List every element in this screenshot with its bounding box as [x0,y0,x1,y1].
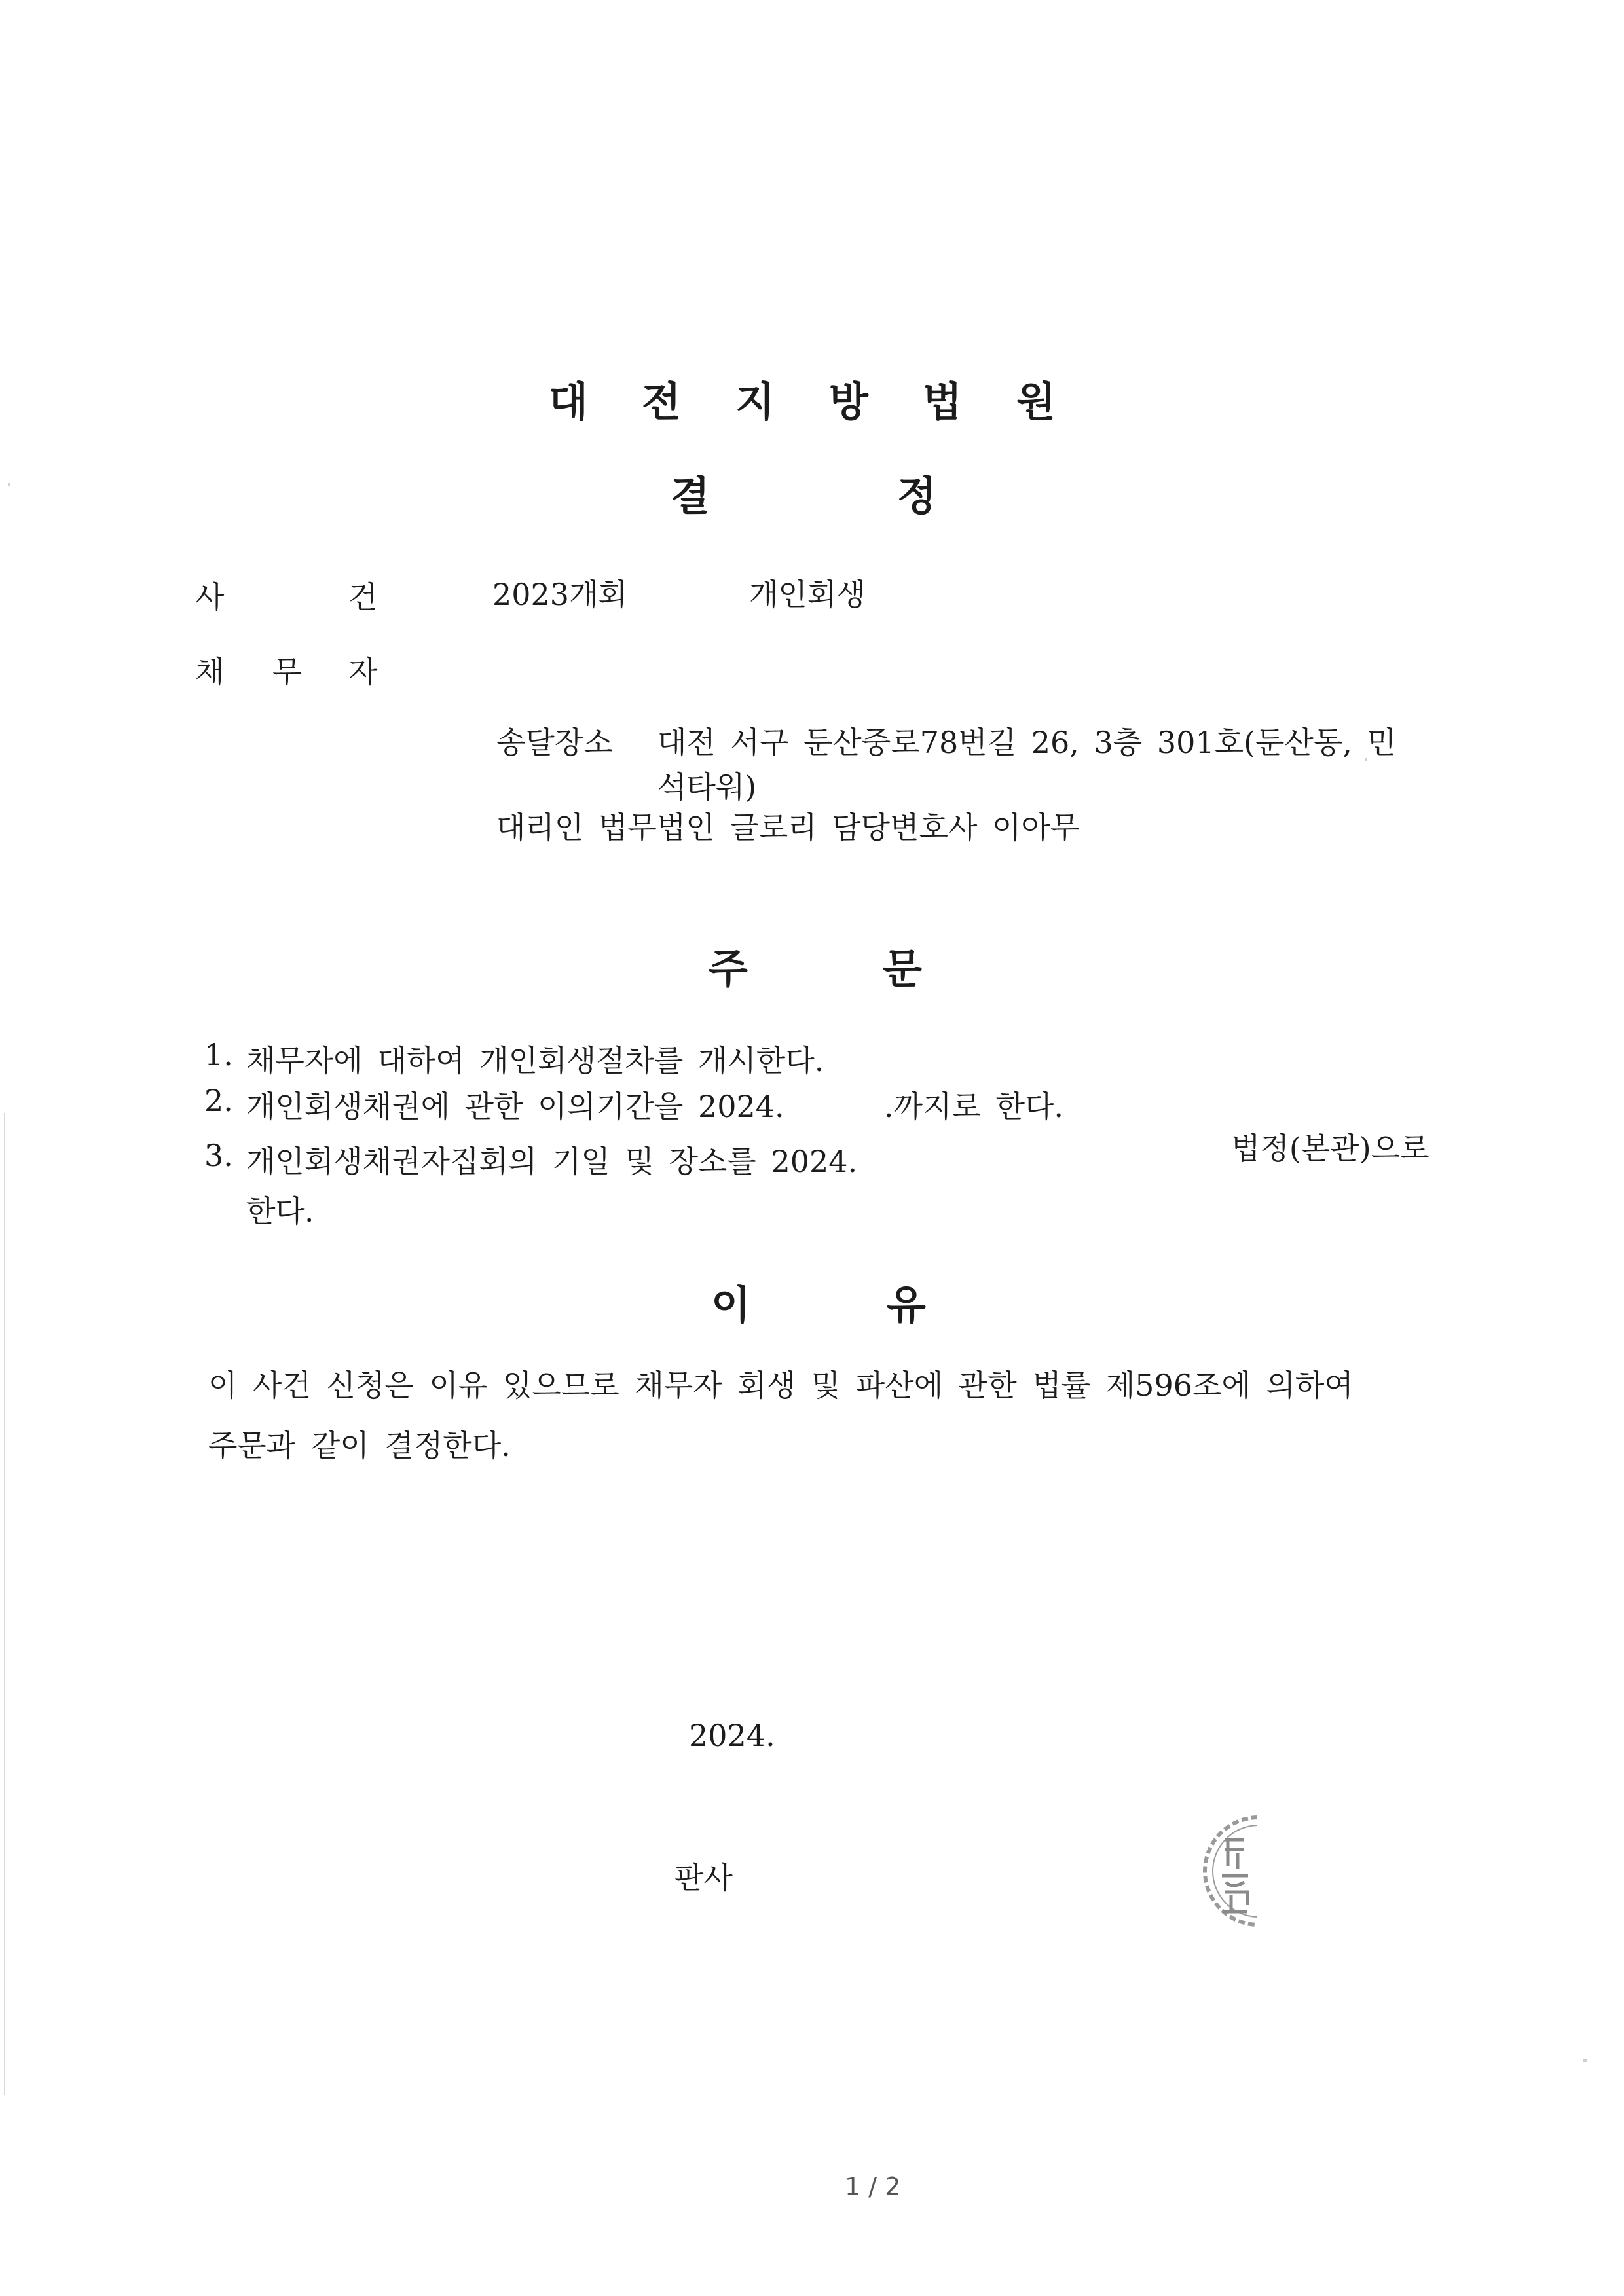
order-number: 3. [204,1138,233,1173]
debtor-label-char: 자 [348,654,378,689]
court-name-char: 법 [923,378,962,426]
service-address-label: 송달장소 [496,725,613,760]
order-text: 법정(본관)으로 [1231,1131,1430,1166]
service-address-line2: 석타워) [657,769,757,805]
reason-line: 주문과 같이 결정한다. [208,1428,511,1463]
order-number: 1. [204,1037,233,1072]
case-label-char: 사 [195,579,225,615]
document-title-char: 정 [897,472,936,520]
order-heading-char: 주 [709,945,748,993]
order-text: 채무자에 대하여 개인회생절차를 개시한다. [246,1043,824,1078]
court-name-char: 방 [829,378,868,426]
judge-label: 판사 [674,1860,733,1895]
page-number: 1 / 2 [845,2172,901,2201]
reason-heading-char: 이 [711,1281,750,1329]
scan-speck [8,483,10,486]
case-type: 개인회생 [749,577,866,612]
court-name-char: 원 [1016,378,1056,426]
scan-speck [1583,2059,1587,2062]
order-heading-char: 문 [883,945,922,993]
reason-heading-char: 유 [887,1281,926,1329]
court-name-char: 대 [549,378,588,426]
court-name-char: 지 [735,378,775,426]
legal-agent: 대리인 법무법인 글로리 담당변호사 이아무 [496,810,1080,845]
document-title-char: 결 [671,472,710,520]
reason-line: 이 사건 신청은 이유 있으므로 채무자 회생 및 파산에 관한 법률 제596조에 의하여 [208,1368,1354,1403]
service-address-line1: 대전 서구 둔산중로78번길 26, 3층 301호(둔산동, 민 [657,725,1397,760]
order-number: 2. [204,1083,233,1118]
scan-edge-line [4,1113,5,2095]
order-text: 개인회생채권에 관한 이의기간을 2024. [246,1089,784,1124]
case-label-char: 건 [348,579,378,615]
case-number: 2023개회 [492,577,627,612]
debtor-label-char: 무 [272,654,302,689]
debtor-label-char: 채 [195,654,225,689]
order-text-continued: 한다. [246,1194,314,1229]
order-text: 개인회생채권자집회의 기일 및 장소를 2024. [246,1144,858,1179]
decision-date: 2024. [689,1718,775,1753]
court-name-char: 전 [642,378,681,426]
court-seal-stamp [1198,1813,1257,1928]
order-text: .까지로 한다. [884,1089,1064,1124]
